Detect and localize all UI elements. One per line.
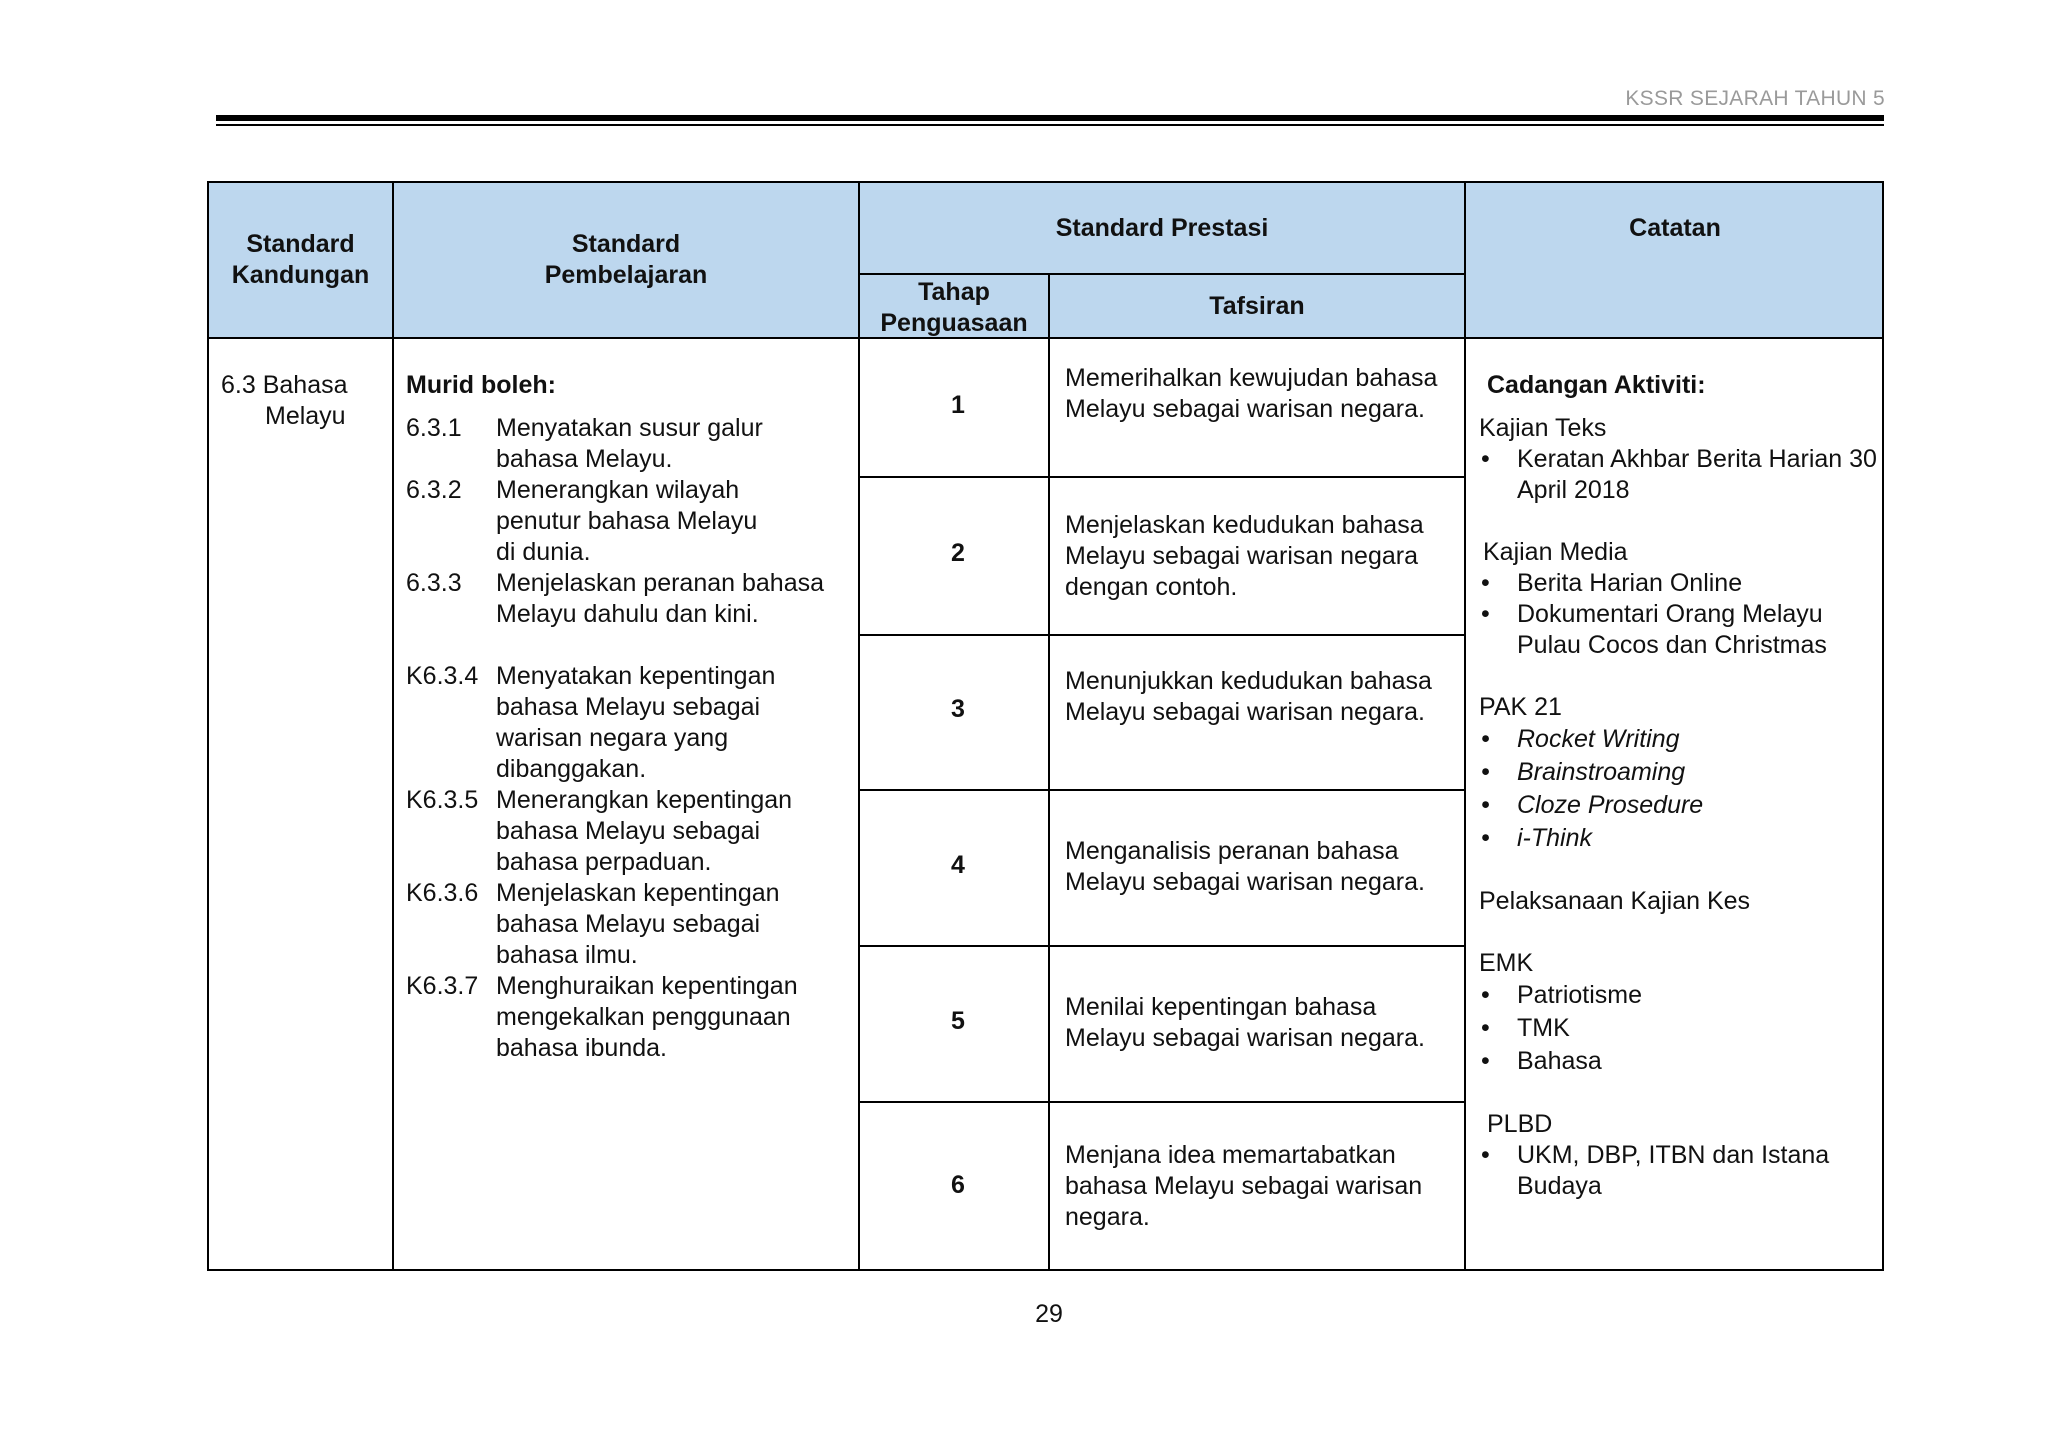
header-tafsiran: Tafsiran: [1209, 292, 1305, 320]
curriculum-table: [207, 181, 1884, 1271]
header-standard-prestasi: Standard Prestasi: [1055, 214, 1269, 242]
header-subdivider: [858, 273, 1466, 275]
list-item: • UKM, DBP, ITBN dan Istana Budaya: [1479, 1140, 1879, 1202]
row-divider: [858, 945, 1466, 947]
kajian-teks-title: Kajian Teks: [1479, 414, 1607, 442]
emk-title: EMK: [1479, 949, 1534, 977]
level-number: 4: [951, 851, 965, 879]
sp-item: 6.3.3 Menjelaskan peranan bahasa Melayu dahulu dan kini.: [406, 569, 825, 628]
column-divider: [1464, 183, 1466, 1269]
header-rule-thin: [216, 124, 1884, 126]
list-item: • Keratan Akhbar Berita Harian 30 April 2018: [1479, 444, 1879, 506]
catatan-heading: Cadangan Aktiviti:: [1487, 371, 1706, 399]
sp-intro: Murid boleh:: [406, 371, 556, 399]
sp-item: 6.3.1 Menyatakan susur galur bahasa Melayu.: [406, 414, 763, 473]
pak21-list: [1479, 723, 1879, 855]
list-item: • Bahasa: [1479, 1045, 1879, 1078]
list-item: • Berita Harian Online: [1479, 568, 1879, 599]
kajian-teks-list: [1479, 444, 1879, 506]
row-divider: [858, 789, 1466, 791]
header-tahap-penguasaan: Tahap Penguasaan: [880, 278, 1028, 337]
page-number: 29: [1035, 1300, 1063, 1328]
row-divider: [858, 1101, 1466, 1103]
kajian-media-title: Kajian Media: [1483, 538, 1628, 566]
sp-item: 6.3.2 Menerangkan wilayah penutur bahasa Melayu di dunia.: [406, 476, 758, 566]
document-header: KSSR SEJARAH TAHUN 5: [1625, 87, 1885, 110]
list-item: • Dokumentari Orang Melayu Pulau Cocos dan Christmas: [1479, 599, 1879, 661]
list-item: • Brainstroaming: [1479, 756, 1879, 789]
list-item: • Rocket Writing: [1479, 723, 1879, 756]
header-standard-kandungan: Standard Kandungan: [231, 230, 370, 289]
level-number: 1: [951, 391, 965, 419]
sp-item: K6.3.6 Menjelaskan kepentingan bahasa Melayu sebagai bahasa ilmu.: [406, 879, 780, 969]
standard-pembelajaran-cell: [406, 370, 846, 1064]
catatan-cell: [1479, 370, 1879, 1202]
level-tafsiran: Menjelaskan kedudukan bahasa Melayu sebagai warisan negara dengan contoh.: [1065, 511, 1424, 601]
level-number: 2: [951, 539, 965, 567]
standard-kandungan-cell: [221, 370, 391, 432]
level-tafsiran: Menjana idea memartabatkan bahasa Melayu sebagai warisan negara.: [1065, 1141, 1423, 1231]
standard-kandungan-code: 6.3: [221, 371, 256, 399]
level-tafsiran: Menilai kepentingan bahasa Melayu sebagai warisan negara.: [1065, 993, 1425, 1052]
plbd-list: [1479, 1140, 1879, 1202]
standard-kandungan-line2: Melayu: [265, 402, 346, 430]
level-number: 3: [951, 695, 965, 723]
column-divider: [392, 183, 394, 1269]
level-tafsiran: Memerihalkan kewujudan bahasa Melayu sebagai warisan negara.: [1065, 364, 1438, 423]
standard-kandungan-line1: Bahasa: [262, 371, 348, 399]
sp-item: K6.3.7 Menghuraikan kepentingan mengekalkan penggunaan bahasa ibunda.: [406, 972, 798, 1062]
column-divider: [1048, 273, 1050, 1269]
level-number: 5: [951, 1007, 965, 1035]
pak21-title: PAK 21: [1479, 693, 1562, 721]
list-item: • TMK: [1479, 1012, 1879, 1045]
header-rule: [216, 115, 1884, 121]
row-divider: [858, 634, 1466, 636]
level-tafsiran: Menunjukkan kedudukan bahasa Melayu sebagai warisan negara.: [1065, 667, 1432, 726]
header-standard-pembelajaran: Standard Pembelajaran: [544, 230, 708, 289]
list-item: • Cloze Prosedure: [1479, 789, 1879, 822]
plbd-title: PLBD: [1487, 1110, 1553, 1138]
kajian-kes-text: Pelaksanaan Kajian Kes: [1479, 887, 1751, 915]
row-divider: [858, 476, 1466, 478]
kajian-media-list: [1479, 568, 1879, 661]
column-divider: [858, 183, 860, 1269]
list-item: • Patriotisme: [1479, 979, 1879, 1012]
list-item: • i-Think: [1479, 822, 1879, 855]
emk-list: [1479, 979, 1879, 1078]
level-tafsiran: Menganalisis peranan bahasa Melayu sebagai warisan negara.: [1065, 837, 1425, 896]
level-number: 6: [951, 1171, 965, 1199]
header-catatan: Catatan: [1629, 214, 1721, 242]
sp-item: K6.3.5 Menerangkan kepentingan bahasa Melayu sebagai bahasa perpaduan.: [406, 786, 793, 876]
sp-item: K6.3.4 Menyatakan kepentingan bahasa Melayu sebagai warisan negara yang dibanggakan.: [406, 662, 776, 783]
